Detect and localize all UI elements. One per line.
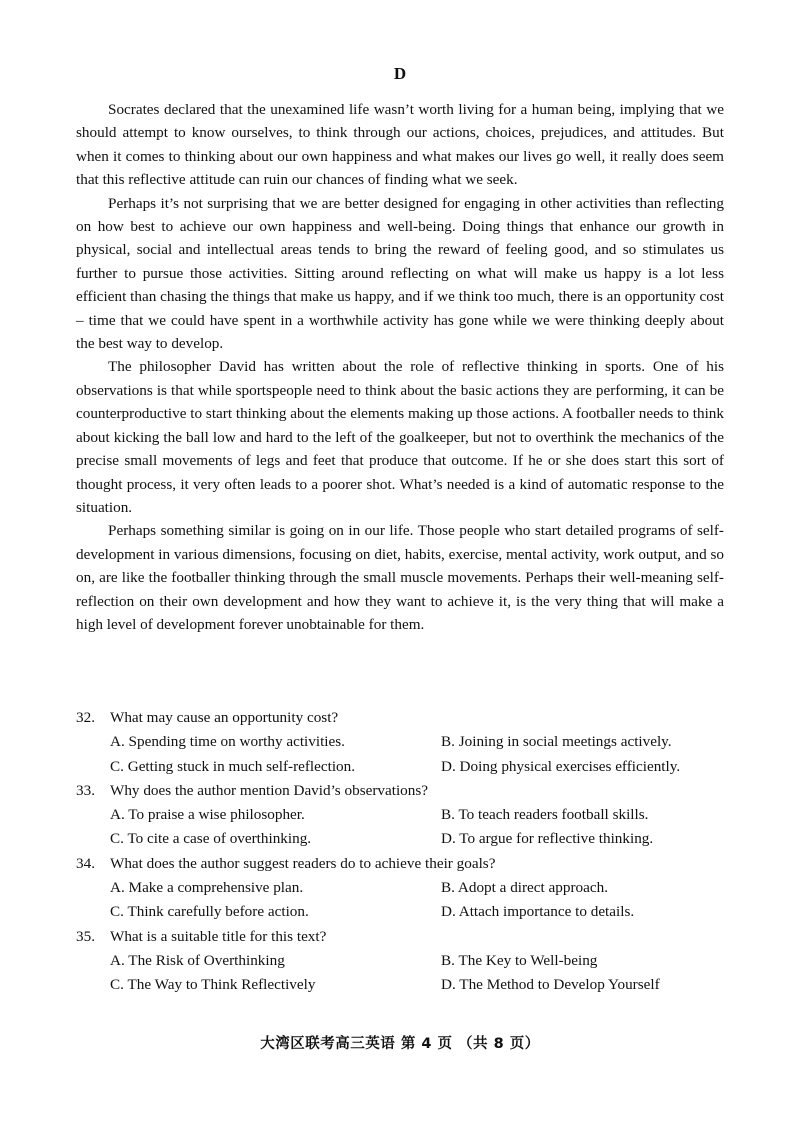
reading-passage — [76, 98, 724, 636]
option-a: A. To praise a wise philosopher. — [110, 806, 305, 824]
question-35 — [76, 925, 726, 998]
paragraph: Perhaps something similar is going on in our life. Those people who start detailed programs of self-development in various dimensions, focusing on diet, habits, exercise, mental activity, work output, and so on, are like the footballer thinking through the small muscle movements. Perhaps their well-meaning self-reflection on their own development and how they want to achieve it, is the very thing that will make a high level of development forever unobtainable for them. — [76, 522, 724, 633]
option-a: A. The Risk of Overthinking — [110, 951, 285, 969]
paragraph: Perhaps it’s not surprising that we are better designed for engaging in other activities than reflecting on how best to achieve our own happiness and well-being. Doing things that enhance our growth in physical, social and intellectual areas tends to bring the reward of feeling good, and so stimulates us further to pursue those activities. Sitting around reflecting on what will make us happy is a lot less efficient than chasing the things that make us happy, and if we think too much, there is an opportunity cost – time that we could have spent in a worthwhile activity has gone while we were thinking deeply about the best way to develop. — [76, 194, 724, 353]
question-32 — [76, 706, 726, 779]
question-stem: What does the author suggest readers do to achieve their goals? — [110, 854, 496, 872]
option-b: B. Joining in social meetings actively. — [441, 733, 672, 751]
option-c: C. The Way to Think Reflectively — [110, 976, 316, 994]
option-b: B. To teach readers football skills. — [441, 806, 649, 824]
option-b: B. Adopt a direct approach. — [441, 879, 609, 897]
option-b: B. The Key to Well-being — [441, 951, 598, 969]
question-stem: What is a suitable title for this text? — [110, 927, 327, 945]
question-stem: What may cause an opportunity cost? — [110, 709, 339, 726]
question-33 — [76, 779, 726, 852]
option-d: D. Doing physical exercises efficiently. — [441, 757, 681, 775]
paragraph: Socrates declared that the unexamined life wasn’t worth living for a human being, implying that we should attempt to know ourselves, to think through our actions, choices, prejudices, and attitudes. But when it comes to thinking about our own happiness and what makes our lives go well, it really does seem that this reflective attitude can ruin our chances of finding what we seek. — [76, 101, 724, 189]
option-c: C. Think carefully before action. — [110, 903, 309, 921]
paragraph: The philosopher David has written about the role of reflective thinking in sports. One of his observations is that while sportspeople need to think about the basic actions they are performing, it can be counterproductive to start thinking about the elements making up those actions. A footballer needs to think about kicking the ball low and hard to the left of the goalkeeper, but not to overthink the mechanics of the precise small movements of legs and feet that produce that outcome. If he or she does start this sort of thought process, it very often leads to a poorer shot. What’s needed is a kind of automatic response to the situation. — [76, 358, 724, 516]
question-number: 33. — [76, 781, 95, 799]
question-number: 34. — [76, 854, 95, 872]
option-c: C. Getting stuck in much self-reflection. — [110, 757, 356, 775]
option-d: D. Attach importance to details. — [441, 903, 635, 921]
option-a: A. Make a comprehensive plan. — [110, 879, 304, 897]
question-stem: Why does the author mention David’s observations? — [110, 781, 429, 799]
question-number: 35. — [76, 927, 95, 945]
option-d: D. To argue for reflective thinking. — [441, 830, 654, 848]
option-d: D. The Method to Develop Yourself — [441, 976, 660, 994]
question-34 — [76, 852, 726, 925]
option-a: A. Spending time on worthy activities. — [110, 733, 345, 751]
page-footer: 大湾区联考高三英语 第 4 页 （共 8 页） — [260, 1036, 540, 1052]
question-number: 32. — [76, 709, 95, 726]
question-list — [76, 706, 726, 998]
section-title: D — [393, 64, 407, 83]
option-c: C. To cite a case of overthinking. — [110, 830, 312, 848]
